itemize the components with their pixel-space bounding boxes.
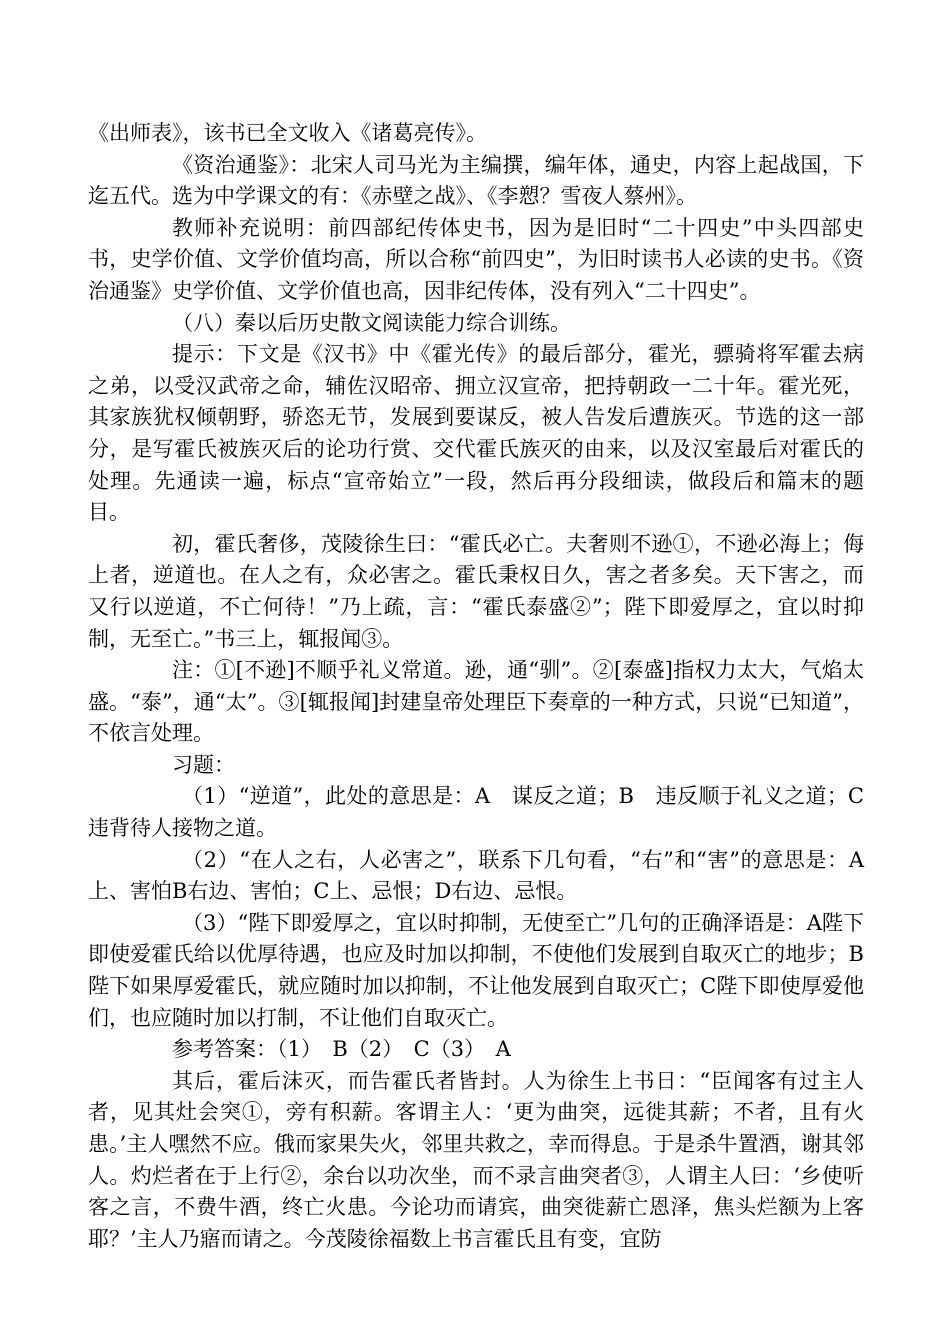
paragraph-notes: 注：①[不逊]不顺乎礼义常道。逊，通“驯”。②[泰盛]指权力太大，气焰太盛。“泰”，通“太”。③[辄报闻]封建皇帝处理臣下奏章的一种方式，只说“已知道”，不依言处理。 xyxy=(88,658,864,746)
exercise-heading: 习题： xyxy=(172,752,235,777)
paragraph-classical-text-2: 其后，霍后沫灭，而告霍氏者皆封。人为徐生上书日：“臣闻客有过主人者，见其灶会突①，旁有积薪。客谓主人：‘更为曲突，远徙其薪；不者，且有火患。’主人嘿然不应。俄而家果失火，邻里共救之，幸而得息。于是杀牛置酒，谢其邻人。灼烂者在于上行②，余台以功次坐，而不录言曲突者③，人谓主人曰：‘乡使听客之言，不费牛酒，终亡火患。今论功而请宾，曲突徙薪亡恩泽，焦头烂额为上客耶？’主人乃寤而请之。今茂陵徐福数上书言霍氏且有变，宜防 xyxy=(88,1068,864,1251)
exercise-question-3: （3）“陛下即爱厚之，宜以时抑制，无使至亡”几句的正确泽语是：A陛下即使爱霍氏给以优厚待遇，也应及时加以抑制，不使他们发展到自取灭亡的地步；B陛下如果厚爱霍氏，就应随时加以抑制，不让他发展到自取灭亡；C陛下即使厚爱他们，也应随时加以打制，不让他们自取灭亡。 xyxy=(88,910,864,1030)
paragraph-classical-text-1: 初，霍氏奢侈，茂陵徐生曰：“霍氏必亡。夫奢则不逊①，不逊必海上；侮上者，逆道也。在人之有，众必害之。霍氏秉权日久，害之者多矣。天下害之，而又行以逆道，不亡何待！”乃上疏，言：“霍氏泰盛②”；陛下即爱厚之，宜以时抑制，无至亡。”书三上，辄报闻③。 xyxy=(88,531,864,651)
paragraph-1: 《出师表》，该书已全文收入《诸葛亮传》。 xyxy=(88,121,487,145)
paragraph-2: 《资治通鉴》：北宋人司马光为主编撰，编年体，通史，内容上起战国，下迄五代。选为中学课文的有：《赤壁之战》、《李愬？雪夜人蔡州》。 xyxy=(88,152,864,209)
document-page xyxy=(88,118,885,1255)
paragraph-3: 教师补充说明：前四部纪传体史书，因为是旧时“二十四史”中头四部史书，史学价值、文学价值均高，所以合称“前四史”，为旧时读书人必读的史书。《资治通鉴》史学价值、文学价值也高，因非纪传体，没有列入“二十四史”。 xyxy=(88,215,864,303)
paragraph-hint: 提示：下文是《汉书》中《霍光传》的最后部分，霍光，骠骑将军霍去病之弟，以受汉武帝之命，辅佐汉昭帝、拥立汉宣帝，把持朝政一二十年。霍光死，其家族犹权倾朝野，骄恣无节，发展到要谋反，被人告发后遭族灭。节选的这一部分，是写霍氏被族灭后的论功行赏、交代霍氏族灭的由来，以及汉室最后对霍氏的处理。先通读一遍，标点“宣帝始立”一段，然后再分段细读，做段后和篇末的题目。 xyxy=(88,342,864,525)
exercise-question-2: （2）“在人之右，人必害之”，联系下几句看，“右”和“害”的意思是：A上、害怕B右边、害怕；C上、忌恨；D右边、忌恨。 xyxy=(88,847,864,904)
section-heading: （八）秦以后历史散文阅读能力综合训练。 xyxy=(172,310,571,335)
answer-key: 参考答案：（1） B（2） C（3） A xyxy=(172,1037,511,1062)
exercise-question-1: （1）“逆道”，此处的意思是：A 谋反之道；B 违反顺于礼义之道；C 违背待人接物之道。 xyxy=(88,784,885,841)
